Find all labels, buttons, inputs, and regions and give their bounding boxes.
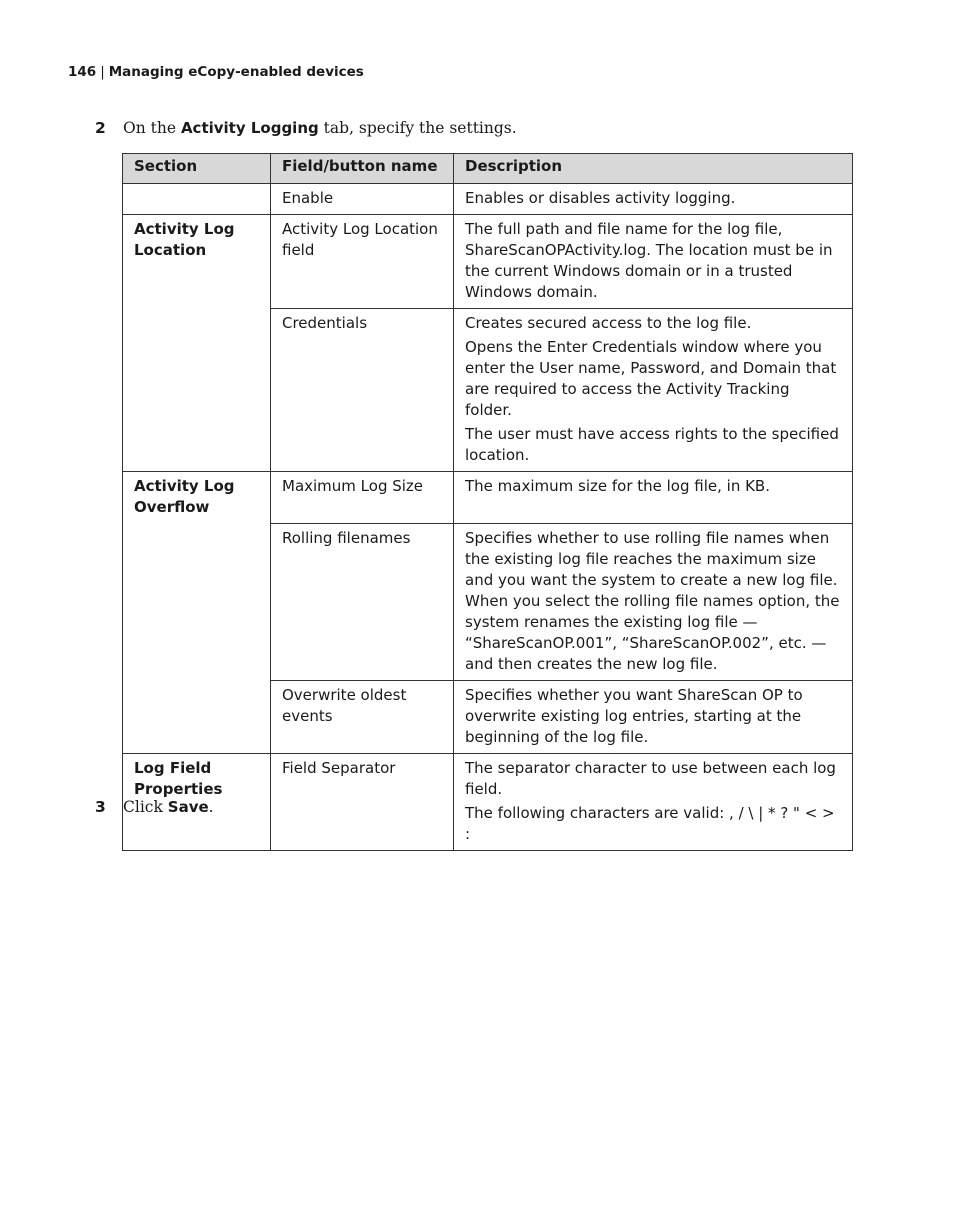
description-cell: [454, 753, 853, 850]
table-row: [123, 215, 853, 309]
section-cell: Log Field Properties: [123, 753, 271, 850]
step-number: 3: [95, 798, 106, 816]
step-text-suffix: .: [208, 798, 214, 816]
table-row: [123, 472, 853, 524]
description-cell: [454, 523, 853, 680]
step-text-suffix: tab, specify the settings.: [318, 119, 517, 137]
description-text: Opens the Enter Credentials window where you enter the User name, Password, and Domain that are required to access the Activity Tracking folder.: [465, 338, 837, 419]
section-cell: Activity Log Overflow: [123, 472, 271, 524]
table-row: [123, 680, 853, 753]
table-row: [123, 309, 853, 472]
step-text-prefix: On the: [123, 119, 181, 137]
step-2: [95, 119, 517, 137]
step-3: [95, 798, 214, 816]
description-cell: [454, 680, 853, 753]
save-button-name: Save: [167, 798, 209, 816]
description-text: Specifies whether you want ShareScan OP to overwrite existing log entries, starting at the beginning of the log file.: [465, 685, 803, 746]
section-cell: [123, 680, 271, 753]
section-cell: [123, 309, 271, 472]
description-cell: [454, 184, 853, 215]
page-number: 146: [68, 64, 97, 80]
step-number: 2: [95, 119, 106, 137]
description-text: The user must have access rights to the specified location.: [465, 425, 839, 464]
column-header-section: Section: [123, 154, 271, 184]
description-text: The separator character to use between each log field.: [465, 758, 836, 798]
field-cell: Field Separator: [271, 753, 454, 850]
field-cell: Activity Log Location field: [271, 215, 454, 309]
table-row: [123, 184, 853, 215]
description-cell: [454, 309, 853, 472]
field-cell: Credentials: [271, 309, 454, 472]
description-text: The full path and file name for the log file, ShareScanOPActivity.log. The location must be in the current Windows domain or in a trusted Windows domain.: [465, 220, 833, 301]
field-cell: Rolling filenames: [271, 523, 454, 680]
description-text: Creates secured access to the log file.: [465, 314, 752, 332]
description-text: The maximum size for the log file, in KB.: [465, 477, 770, 495]
chapter-title: Managing eCopy-enabled devices: [108, 64, 364, 80]
column-header-description: Description: [454, 154, 853, 184]
header-separator: |: [100, 64, 105, 80]
field-cell: Enable: [271, 184, 454, 215]
description-text: Specifies whether to use rolling file names when the existing log file reaches the maximum size and you want the system to create a new log file. When you select the rolling file names option, the system renames the existing log file — “ShareScanOP.001”, “ShareScanOP.002”, etc. — and then creates the new log file.: [465, 528, 840, 673]
step-text-prefix: Click: [123, 798, 168, 816]
description-text: Enables or disables activity logging.: [465, 189, 736, 207]
table-header-row: [123, 154, 853, 184]
settings-table: [122, 153, 853, 851]
section-cell: [123, 184, 271, 215]
field-cell: Overwrite oldest events: [271, 680, 454, 753]
page-header: [68, 64, 364, 80]
table-row: [123, 523, 853, 680]
field-cell: Maximum Log Size: [271, 472, 454, 524]
description-cell: [454, 215, 853, 309]
description-cell: [454, 472, 853, 524]
section-cell: [123, 523, 271, 680]
description-text: The following characters are valid: , / \ | * ? " < > :: [465, 803, 835, 843]
table-row: [123, 753, 853, 850]
section-cell: Activity Log Location: [123, 215, 271, 309]
tab-name: Activity Logging: [180, 119, 319, 137]
column-header-field: Field/button name: [271, 154, 454, 184]
